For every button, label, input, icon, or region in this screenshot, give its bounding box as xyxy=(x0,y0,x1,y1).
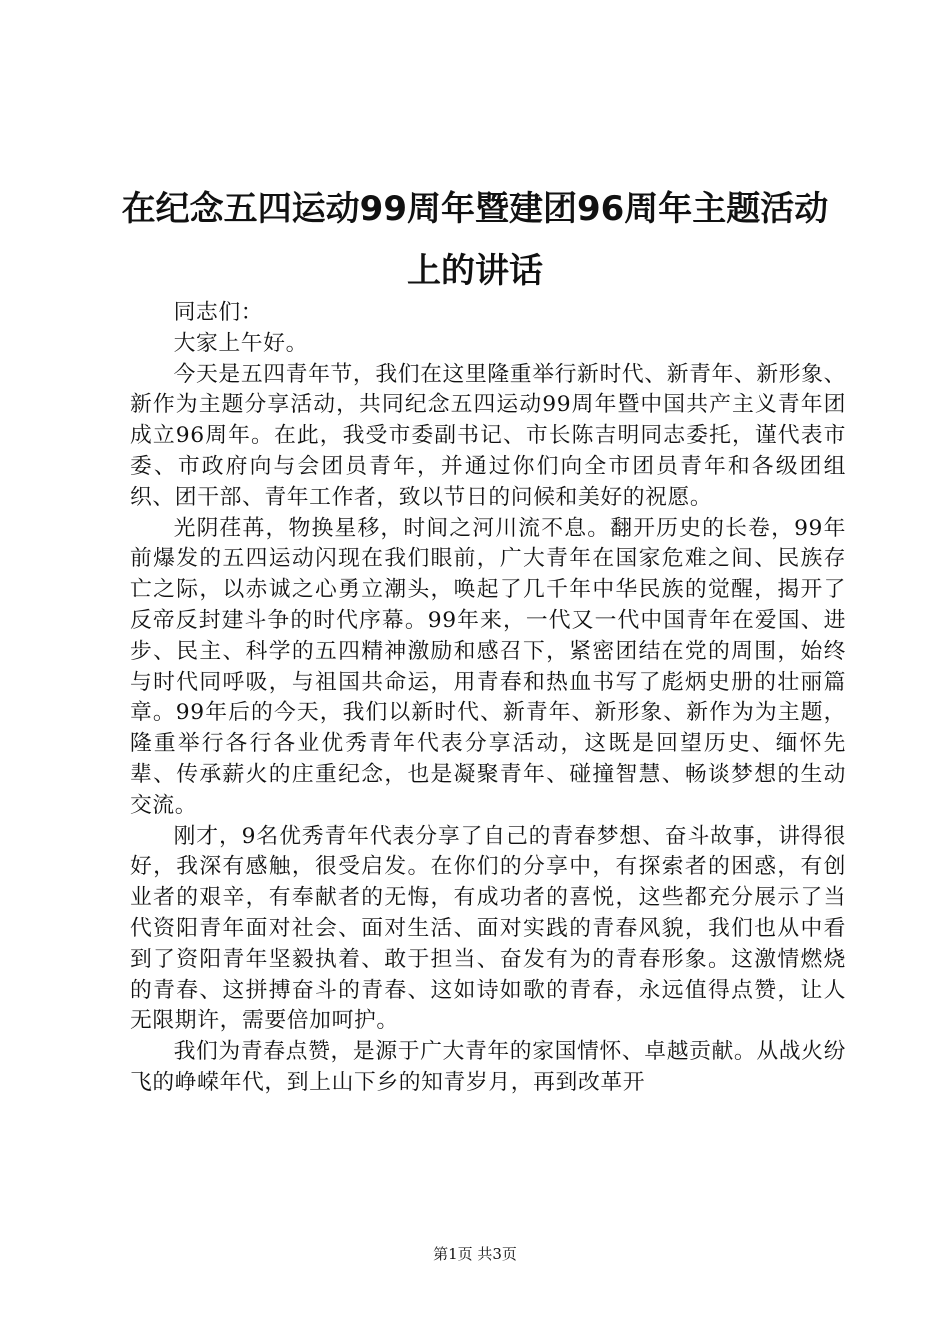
paragraph-salutation: 同志们： xyxy=(173,300,264,325)
paragraph-history: 光阴荏苒，物换星移，时间之河川流不息。翻开历史的长卷，99年前爆发的五四运动闪现在我们眼前，广大青年在国家危难之间、民族存亡之际，以赤诚之心勇立潮头，唤起了几千年中华民族的觉醒，揭开了反帝反封建斗争的时代序幕。99年来，一代又一代中国青年在爱国、进步、民主、科学的五四精神激励和感召下，紧密团结在党的周围，始终与时代同呼吸，与祖国共命运，用青春和热血书写了彪炳史册的壮丽篇章。99年后的今天，我们以新时代、新青年、新形象、新作为为主题，隆重举行各行各业优秀青年代表分享活动，这既是回望历史、缅怀先辈、传承薪火的庄重纪念，也是凝聚青年、碰撞智慧、畅谈梦想的生动交流。 xyxy=(130,515,846,818)
paragraph-greeting: 大家上午好。 xyxy=(173,330,308,356)
paragraph-praise: 我们为青春点赞，是源于广大青年的家国情怀、卓越贡献。从战火纷飞的峥嵘年代，到上山下乡的知青岁月，再到改革开 xyxy=(130,1039,846,1095)
document-body xyxy=(130,298,846,1099)
document-title: 在纪念五四运动99周年暨建团96周年主题活动上的讲话 xyxy=(121,189,829,291)
paragraph-sharing: 刚才，9名优秀青年代表分享了自己的青春梦想、奋斗故事，讲得很好，我深有感触，很受启发。在你们的分享中，有探索者的困惑，有创业者的艰辛，有奉献者的无悔，有成功者的喜悦，这些都充分展示了当代资阳青年面对社会、面对生活、面对实践的青春风貌，我们也从中看到了资阳青年坚毅执着、敢于担当、奋发有为的青春形象。这激情燃烧的青春、这拼搏奋斗的青春、这如诗如歌的青春，永远值得点赞，让人无限期许，需要倍加呵护。 xyxy=(130,823,846,1034)
paragraph-opening: 今天是五四青年节，我们在这里隆重举行新时代、新青年、新形象、新作为主题分享活动，共同纪念五四运动99周年暨中国共产主义青年团成立96周年。在此，我受市委副书记、市长陈吉明同志委托，谨代表市委、市政府向与会团员青年，并通过你们向全市团员青年和各级团组织、团干部、青年工作者，致以节日的问候和美好的祝愿。 xyxy=(130,361,846,510)
page-footer: 第1页 共3页 xyxy=(433,1245,517,1263)
